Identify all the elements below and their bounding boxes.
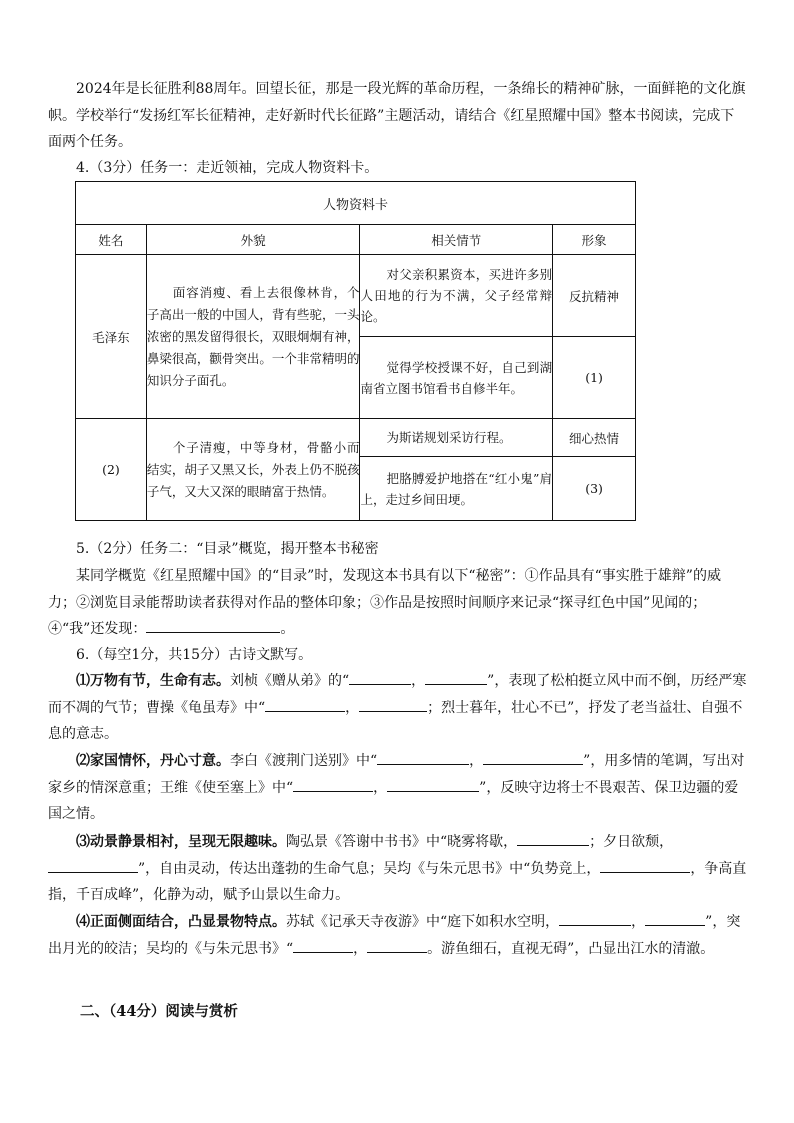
part-2-text-b: ， bbox=[469, 753, 484, 769]
question-4-text: 任务一：走近领袖，完成人物资料卡。 bbox=[140, 160, 379, 176]
question-5-text: 某同学概览《红星照耀中国》的“目录”时，发现这本书具有以下“秘密”：①作品具有“事实胜于雄辩”的威力；②浏览目录能帮助读者获得对作品的整体印象；③作品是按照时间顺序来记录“探寻红色中国”见闻的；④“我”还发现： bbox=[48, 568, 721, 637]
question-6-part-1 bbox=[48, 668, 748, 748]
part-4-text-b: ， bbox=[631, 914, 646, 930]
intro-paragraph: 2024年是长征胜利88周年。回望长征，那是一段光辉的革命历程，一条绵长的精神矿脉，一面鲜艳的文化旗帜。学校举行“发扬红军长征精神，走好新时代长征路”主题活动，请结合《红星照耀中国》整本书阅读，完成下面两个任务。 bbox=[48, 81, 746, 150]
answer-blank[interactable] bbox=[349, 669, 411, 685]
part-1-text-a: 刘桢《赠从弟》的“ bbox=[230, 673, 350, 689]
answer-blank[interactable] bbox=[293, 776, 373, 792]
cell-image-mao-1: 反抗精神 bbox=[553, 255, 636, 337]
answer-blank[interactable] bbox=[425, 669, 487, 685]
part-3-text-d: ，争高直指，千百成峰”，化静为动，赋予山景以生命力。 bbox=[48, 860, 747, 903]
question-6-part-4 bbox=[48, 909, 748, 962]
part-2-text-c: ”，用多情的笔调，写出对家乡的情深意重；王维《使至塞上》中“ bbox=[48, 753, 745, 796]
cell-name-mao: 毛泽东 bbox=[76, 255, 147, 419]
answer-blank[interactable] bbox=[48, 857, 138, 873]
table-row bbox=[76, 255, 636, 337]
table-title: 人物资料卡 bbox=[76, 182, 636, 225]
part-4-text-c: ”，突出月光的皎洁；吴均的《与朱元思书》“ bbox=[48, 914, 741, 957]
part-1-text-b: ， bbox=[411, 673, 426, 689]
section-2-heading: 二、（44分）阅读与赏析 bbox=[80, 1003, 238, 1020]
cell-plot-2-1: 为斯诺规划采访行程。 bbox=[360, 419, 553, 457]
part-3-text-c: ”，自由灵动，传达出蓬勃的生命气息；吴均《与朱元思书》中“负势竞上， bbox=[138, 860, 601, 877]
answer-blank[interactable] bbox=[293, 937, 353, 953]
answer-blank[interactable] bbox=[359, 696, 427, 712]
cell-plot-mao-1: 对父亲积累资本，买进许多别人田地的行为不满，父子经常辩论。 bbox=[360, 255, 553, 337]
answer-blank[interactable] bbox=[645, 910, 705, 926]
question-5-end: 。 bbox=[280, 621, 295, 637]
cell-appearance-mao: 面容消瘦、看上去很像林肯，个子高出一般的中国人，背有些驼，一头浓密的黑发留得很长，双眼炯炯有神，鼻梁很高，颧骨突出。一个非常精明的知识分子面孔。 bbox=[146, 255, 360, 419]
answer-blank[interactable] bbox=[146, 617, 280, 633]
question-4 bbox=[48, 155, 748, 182]
table-header-row bbox=[76, 225, 636, 255]
part-1-text-d: ， bbox=[345, 699, 360, 716]
answer-blank[interactable] bbox=[387, 776, 479, 792]
part-2-text-a: 李白《渡荆门送别》中“ bbox=[230, 753, 378, 769]
part-3-text-b: ；夕日欲颓， bbox=[589, 834, 674, 850]
header-image: 形象 bbox=[553, 225, 636, 255]
header-plot: 相关情节 bbox=[360, 225, 553, 255]
answer-blank[interactable] bbox=[265, 696, 345, 712]
cell-name-blank: (2) bbox=[76, 419, 147, 521]
header-appearance: 外貌 bbox=[146, 225, 360, 255]
part-1-text-e: ；烈士暮年，壮心不已”，抒发了老当益壮、自强不息的意志。 bbox=[48, 699, 743, 742]
answer-blank[interactable] bbox=[517, 830, 589, 846]
question-6-head: 6.（每空1分，共15分）古诗文默写。 bbox=[76, 647, 313, 663]
part-4-text-a: 苏轼《记承天寺夜游》中“庭下如积水空明， bbox=[286, 914, 560, 930]
question-4-prefix: 4.（3分） bbox=[76, 160, 141, 176]
answer-blank[interactable] bbox=[367, 937, 427, 953]
answer-blank[interactable] bbox=[600, 857, 690, 873]
cell-plot-mao-2: 觉得学校授课不好，自己到湖南省立图书馆看书自修半年。 bbox=[360, 337, 553, 419]
part-4-text-e: 。游鱼细石，直视无碍”，凸显出江水的清澈。 bbox=[427, 940, 715, 957]
table-row bbox=[76, 419, 636, 457]
cell-image-mao-2: (1) bbox=[553, 337, 636, 419]
part-4-text-d: ， bbox=[353, 940, 368, 957]
part-2-heading: ⑵家国情怀，丹心寸意。 bbox=[76, 753, 230, 769]
header-name: 姓名 bbox=[76, 225, 147, 255]
question-6-part-3 bbox=[48, 829, 748, 909]
part-1-text-c: ”，表现了松柏挺立风中而不倒，历经严寒而不凋的气节；曹操《龟虽寿》中“ bbox=[48, 673, 747, 716]
answer-blank[interactable] bbox=[377, 749, 469, 765]
answer-blank[interactable] bbox=[559, 910, 631, 926]
part-2-text-d: ， bbox=[373, 779, 388, 796]
part-1-heading: ⑴万物有节，生命有志。 bbox=[76, 673, 230, 689]
part-4-heading: ⑷正面侧面结合，凸显景物特点。 bbox=[76, 914, 286, 930]
question-5-body bbox=[48, 563, 748, 643]
cell-plot-2-2: 把胳膊爱护地搭在“红小鬼”肩上，走过乡间田埂。 bbox=[360, 457, 553, 521]
part-3-text-a: 陶弘景《答谢中书书》中“晓雾将歇， bbox=[286, 834, 518, 850]
cell-image-2-1: 细心热情 bbox=[553, 419, 636, 457]
answer-blank[interactable] bbox=[483, 749, 583, 765]
cell-image-2-2: (3) bbox=[553, 457, 636, 521]
part-3-heading: ⑶动景静景相衬，呈现无限趣味。 bbox=[76, 834, 286, 850]
profile-card-table bbox=[75, 181, 636, 521]
cell-appearance-2: 个子清瘦，中等身材，骨骼小而结实，胡子又黑又长，外表上仍不脱孩子气，又大又深的眼睛富于热情。 bbox=[146, 419, 360, 521]
question-5-head: 5.（2分）任务二：“目录”概览，揭开整本书秘密 bbox=[76, 541, 379, 557]
part-2-text-e: ”，反映守边将士不畏艰苦、保卫边疆的爱国之情。 bbox=[48, 779, 739, 822]
question-6-part-2 bbox=[48, 748, 748, 828]
